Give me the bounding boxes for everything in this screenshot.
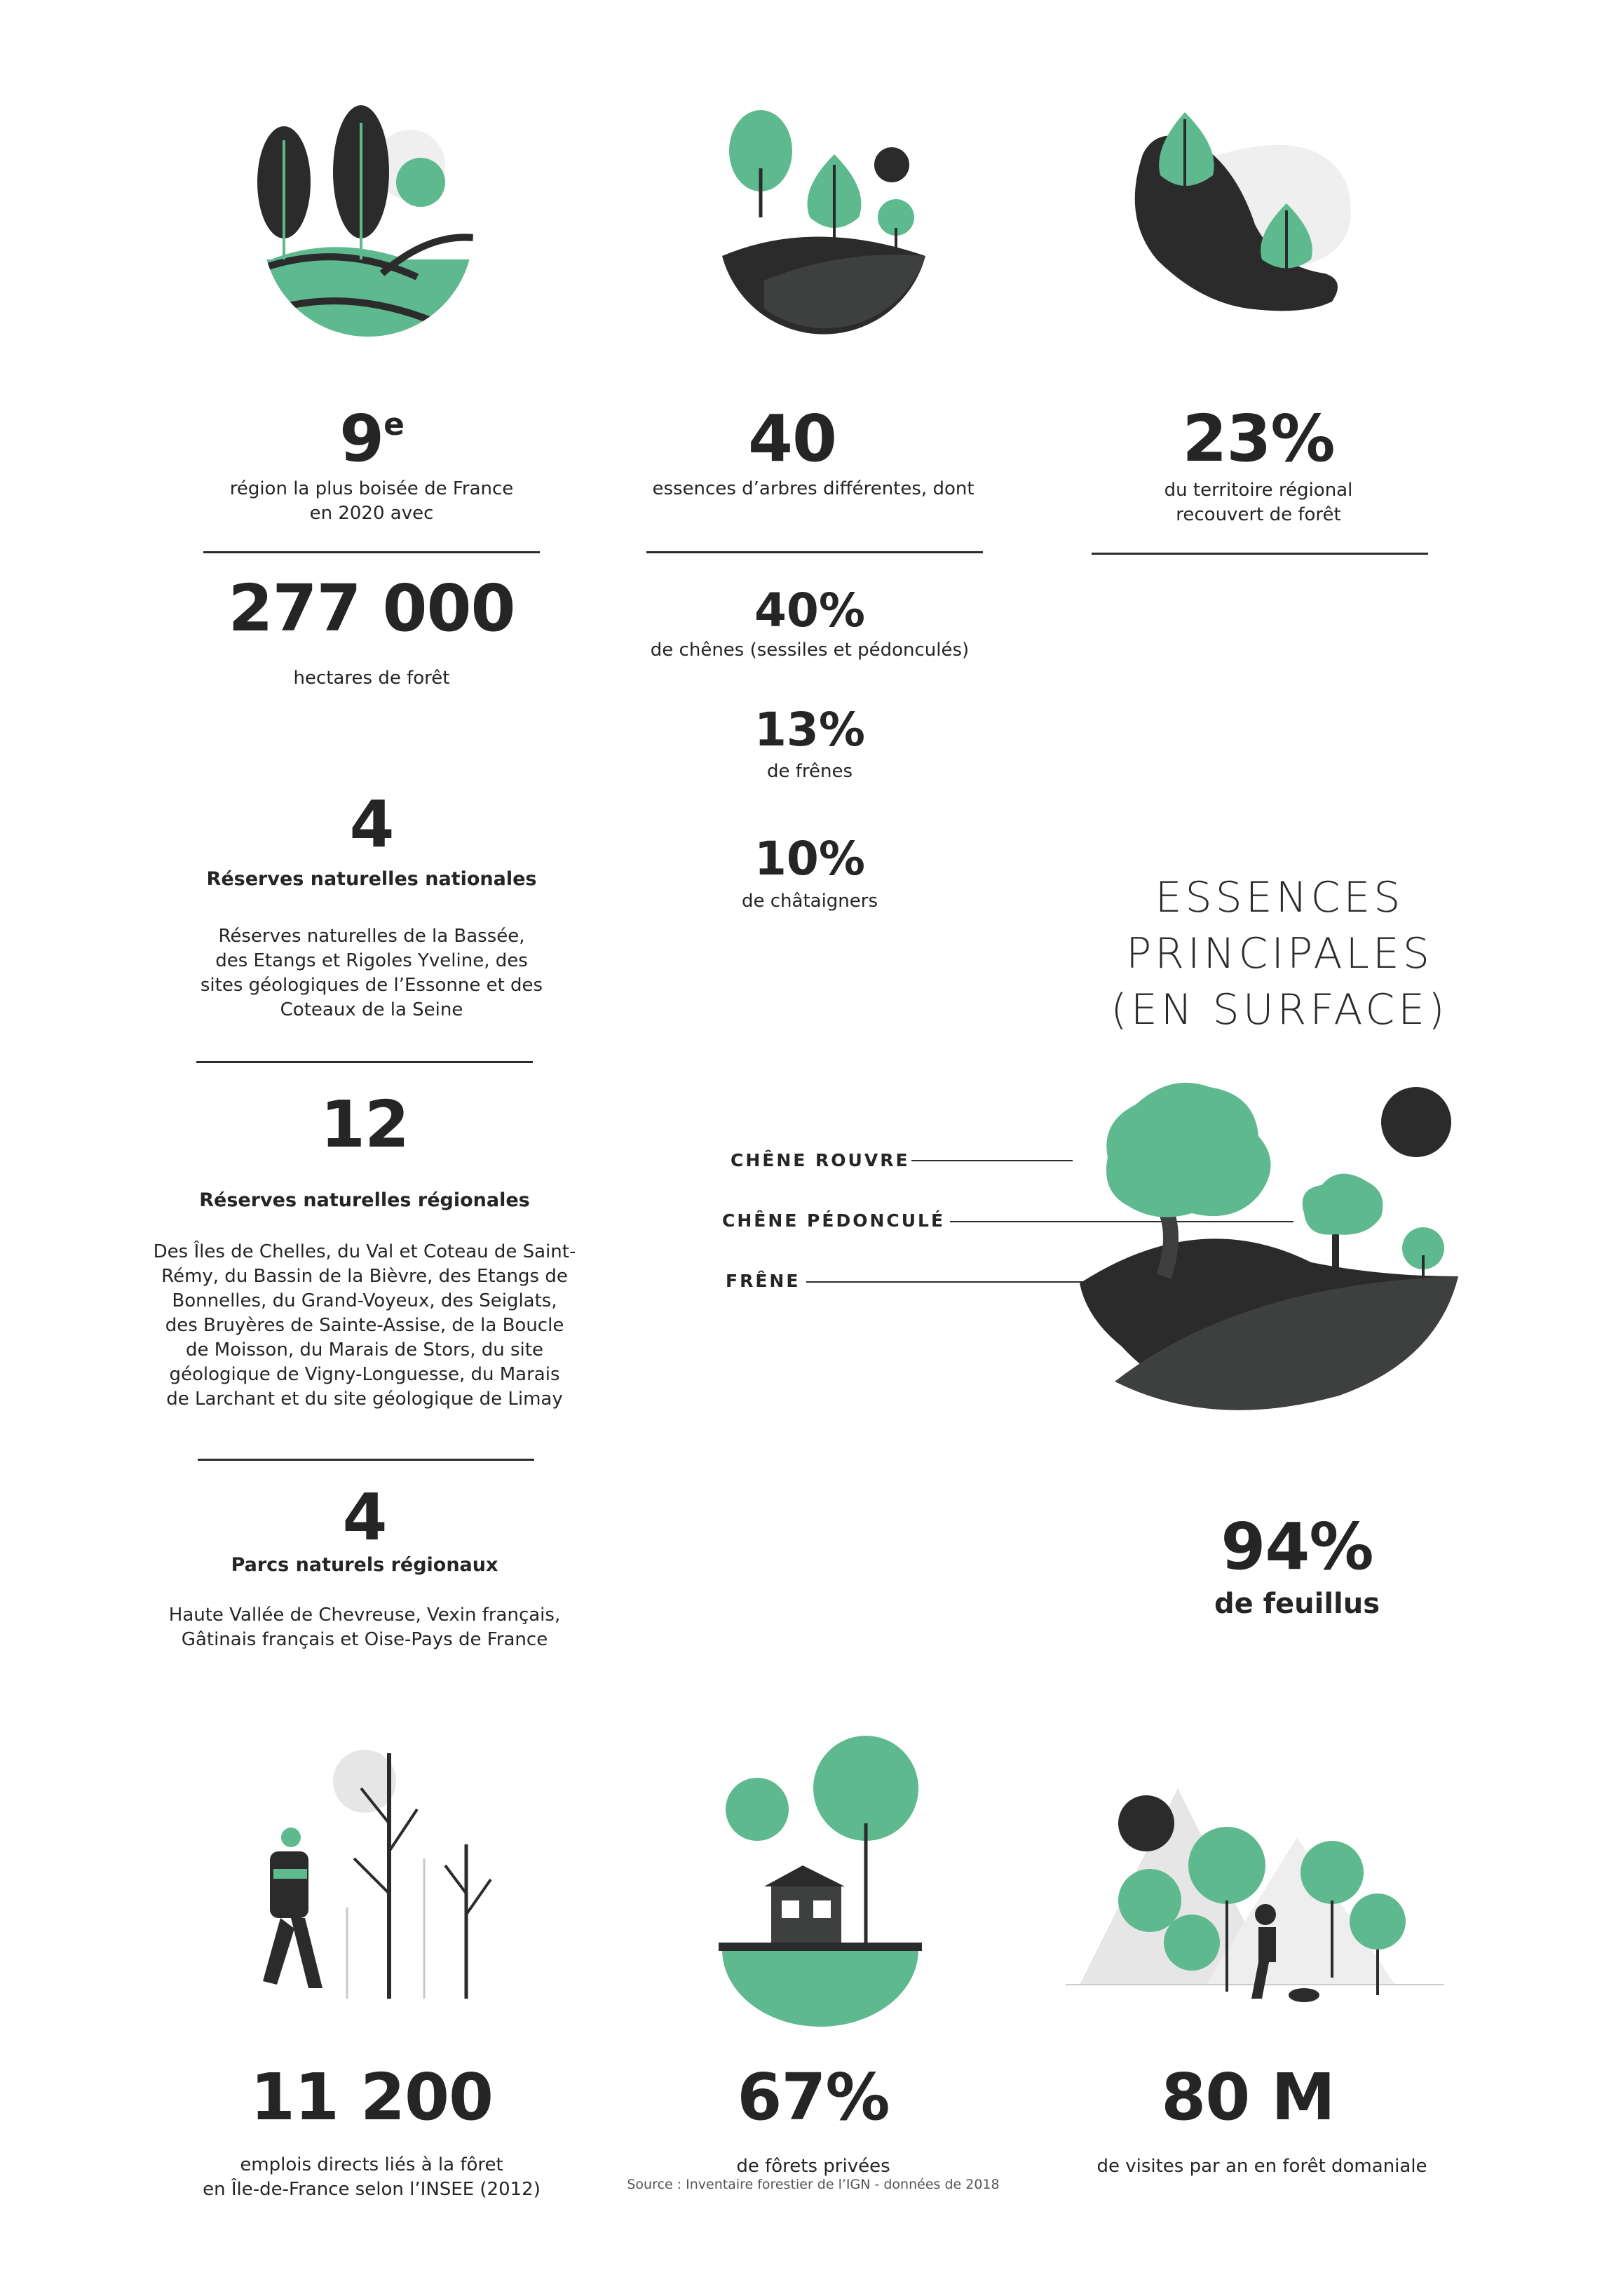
oak-text: de chênes (sessiles et pédonculés) xyxy=(650,640,970,661)
mountains-dog-walk-illustration xyxy=(1066,1774,1444,2027)
territory-percent: 23% xyxy=(1182,401,1335,476)
reserve-line: Des Îles de Chelles, du Val et Coteau de Saint- xyxy=(153,1241,576,1262)
forest-rank: 9e xyxy=(339,401,404,476)
regional-parks-count: 4 xyxy=(342,1480,387,1555)
rank-description xyxy=(175,477,568,526)
rank-text-line: région la plus boisée de France xyxy=(229,478,514,499)
chestnut-text: de châtaigners xyxy=(741,891,878,912)
essences-title-line: (EN SURFACE) xyxy=(1111,985,1448,1034)
tree-label-chene-rouvre: CHÊNE ROUVRE xyxy=(731,1150,910,1170)
hill-trees-illustration xyxy=(701,98,953,351)
territory-description xyxy=(1048,478,1469,527)
tree-label-frene: FRÊNE xyxy=(726,1271,801,1291)
reserve-line: des Bruyères de Sainte-Assise, de la Boucle xyxy=(165,1315,564,1336)
divider xyxy=(198,1459,534,1461)
reserve-line: Bonnelles, du Grand-Voyeux, des Seiglats, xyxy=(172,1290,557,1311)
hectares-text: hectares de forêt xyxy=(293,668,450,689)
species-count: 40 xyxy=(747,401,837,476)
regional-parks-list xyxy=(140,1603,589,1652)
rank-text-line: en 2020 avec xyxy=(309,503,434,524)
reserve-line: des Etangs et Rigoles Yveline, des xyxy=(215,950,528,971)
essences-title xyxy=(1052,870,1507,1038)
oak-percent: 40% xyxy=(754,583,865,637)
private-forest-text: de fôrets privées xyxy=(736,2156,890,2177)
jobs-text-line: en Île-de-France selon l’INSEE (2012) xyxy=(203,2179,541,2200)
divider xyxy=(646,551,983,553)
regional-reserves-title: Réserves naturelles régionales xyxy=(199,1189,530,1211)
hills-trees-illustration xyxy=(242,98,494,351)
tree-island-illustration xyxy=(1059,1066,1465,1459)
reserve-line: de Larchant et du site géologique de Limay xyxy=(166,1389,563,1410)
ash-text: de frênes xyxy=(766,761,853,782)
divider xyxy=(196,1061,533,1063)
essences-title-line: ESSENCES xyxy=(1155,873,1404,922)
chestnut-percent: 10% xyxy=(754,832,865,886)
reserve-line: Réserves naturelles de la Bassée, xyxy=(218,926,525,947)
jobs-text-line: emplois directs liés à la fôret xyxy=(240,2154,503,2175)
hectares-value: 277 000 xyxy=(228,571,515,646)
species-text: essences d’arbres différentes, dont xyxy=(652,478,975,499)
national-reserves-title: Réserves naturelles nationales xyxy=(206,868,537,890)
jobs-description xyxy=(154,2153,589,2202)
territory-text-line: recouvert de forêt xyxy=(1176,504,1341,525)
reserve-line: sites géologiques de l’Essonne et des xyxy=(200,975,543,996)
visits-text: de visites par an en forêt domaniale xyxy=(1096,2156,1427,2177)
reserve-line: Coteaux de la Seine xyxy=(280,999,463,1020)
ash-percent: 13% xyxy=(754,703,865,757)
park-line: Haute Vallée de Chevreuse, Vexin français, xyxy=(168,1605,561,1626)
walker-winter-illustration xyxy=(242,1739,536,2006)
reserve-line: géologique de Vigny-Longuesse, du Marais xyxy=(169,1364,560,1385)
regional-reserves-count: 12 xyxy=(320,1087,409,1162)
national-reserves-count: 4 xyxy=(349,787,394,862)
cabin-illustration xyxy=(708,1732,939,2027)
regional-parks-title: Parcs naturels régionaux xyxy=(231,1554,498,1576)
divider xyxy=(203,551,540,553)
reserve-line: de Moisson, du Marais de Stors, du site xyxy=(186,1339,543,1360)
visits-count: 80 M xyxy=(1161,2060,1335,2135)
park-line: Gâtinais français et Oise-Pays de France xyxy=(181,1629,548,1650)
national-reserves-list xyxy=(175,924,568,1022)
divider xyxy=(1092,553,1428,555)
jobs-count: 11 200 xyxy=(250,2060,494,2135)
broadleaf-percent: 94% xyxy=(1221,1509,1373,1584)
broadleaf-text: de feuillus xyxy=(1214,1588,1380,1620)
tree-label-chene-pedoncule: CHÊNE PÉDONCULÉ xyxy=(722,1210,946,1231)
leader-line xyxy=(911,1160,1073,1161)
rank-superscript: e xyxy=(383,407,404,443)
essences-title-line: PRINCIPALES xyxy=(1126,929,1433,978)
source-note: Source : Inventaire forestier de l’IGN - données de 2018 xyxy=(627,2177,1000,2192)
private-forest-percent: 67% xyxy=(737,2060,890,2135)
regional-reserves-list xyxy=(140,1240,589,1412)
reserve-line: Rémy, du Bassin de la Bièvre, des Etangs de xyxy=(161,1266,568,1287)
territory-text-line: du territoire régional xyxy=(1164,480,1353,501)
forest-blob-illustration xyxy=(1115,98,1381,351)
